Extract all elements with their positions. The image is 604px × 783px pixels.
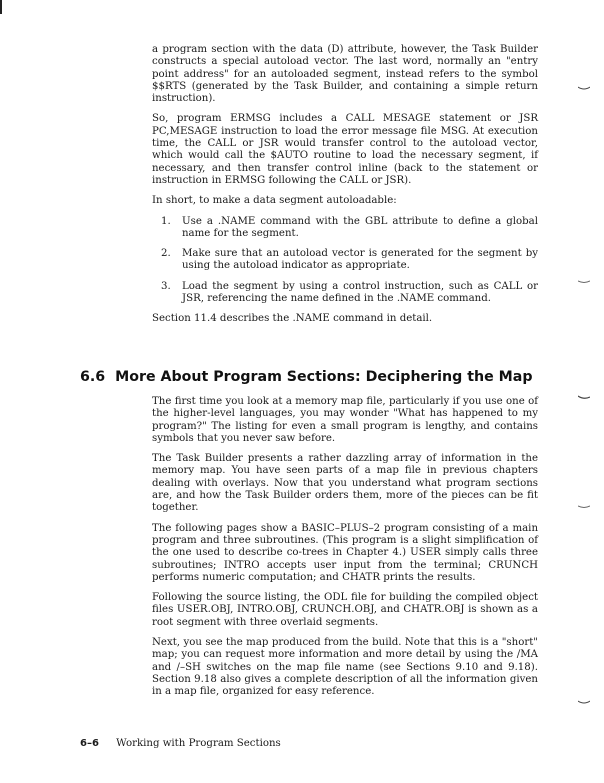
top-text-block bbox=[152, 44, 538, 334]
margin-mark bbox=[578, 280, 590, 285]
section-number: 6.6 bbox=[80, 369, 106, 385]
page-footer bbox=[80, 738, 281, 749]
list-item bbox=[152, 248, 538, 273]
margin-mark bbox=[578, 395, 590, 400]
margin-mark bbox=[578, 86, 590, 91]
binding-edge-mark bbox=[0, 0, 2, 14]
paragraph: Following the source listing, the ODL file for building the compiled object files USER.OBJ, INTRO.OBJ, CRUNCH.OBJ, and CHATR.OBJ is shown as a root segment with three overlaid segments. bbox=[152, 592, 538, 628]
list-item bbox=[152, 281, 538, 306]
section-body bbox=[152, 396, 538, 707]
paragraph: So, program ERMSG includes a CALL MESAGE statement or JSR PC,MESAGE instruction to load the error message file MSG. At execution time, the CALL or JSR would transfer control to the autoload vector, which would call the $AUTO routine to load the necessary segment, if necessary, and then transfer control inline (back to the statement or instruction in ERMSG following the CALL or JSR). bbox=[152, 113, 538, 186]
paragraph: Section 11.4 describes the .NAME command in detail. bbox=[152, 313, 433, 325]
paragraph: The first time you look at a memory map file, particularly if you use one of the higher-level languages, you may wonder "What has happened to my program?" The listing for even a small program is lengthy, and contains symbols that you never saw before. bbox=[152, 396, 538, 444]
margin-mark bbox=[578, 700, 590, 705]
paragraph: The following pages show a BASIC–PLUS–2 program consisting of a main program and three subroutines. (This program is a slight simplification of the one used to describe co-trees in Chapter 4.) USER simply calls three subroutines; INTRO accepts user input from the terminal; CRUNCH performs numeric computation; and CHATR prints the results. bbox=[152, 522, 538, 583]
page-number: 6–6 bbox=[80, 738, 99, 749]
list-item-number: 1. bbox=[161, 215, 171, 227]
margin-mark bbox=[578, 505, 590, 510]
paragraph: a program section with the data (D) attribute, however, the Task Builder constructs a special autoload vector. The last word, normally an "entry point address" for an autoloaded segment, instead refers to the symbol $$RTS (generated by the Task Builder, and containing a simple return instruction). bbox=[152, 44, 538, 105]
list-item bbox=[152, 216, 538, 241]
paragraph: Next, you see the map produced from the build. Note that this is a "short" map; you can request more information and more detail by using the /MA and /–SH switches on the map file name (see Sections 9.10 and 9.18). Section 9.18 also gives a complete description of all the information given in a map file, organized for easy reference. bbox=[152, 637, 538, 698]
list-item-number: 2. bbox=[161, 248, 171, 260]
list-item-text: Load the segment by using a control instruction, such as CALL or JSR, referencing the name defined in the .NAME command. bbox=[182, 280, 538, 305]
list-item-text: Use a .NAME command with the GBL attribute to define a global name for the segment. bbox=[182, 215, 538, 239]
list-item-number: 3. bbox=[161, 280, 171, 292]
section-title: More About Program Sections: Deciphering the Map bbox=[115, 369, 533, 385]
chapter-title: Working with Program Sections bbox=[116, 738, 281, 749]
paragraph: The Task Builder presents a rather dazzling array of information in the memory map. You have seen parts of a map file in previous chapters dealing with overlays. Now that you understand what program sections are, and how the Task Builder orders them, more of the pieces can be fit together. bbox=[152, 453, 538, 514]
list-item-text: Make sure that an autoload vector is generated for the segment by using the autoload indicator as appropriate. bbox=[182, 248, 538, 272]
paragraph: In short, to make a data segment autoloadable: bbox=[152, 195, 397, 207]
section-heading bbox=[80, 369, 560, 385]
numbered-list bbox=[152, 216, 538, 306]
